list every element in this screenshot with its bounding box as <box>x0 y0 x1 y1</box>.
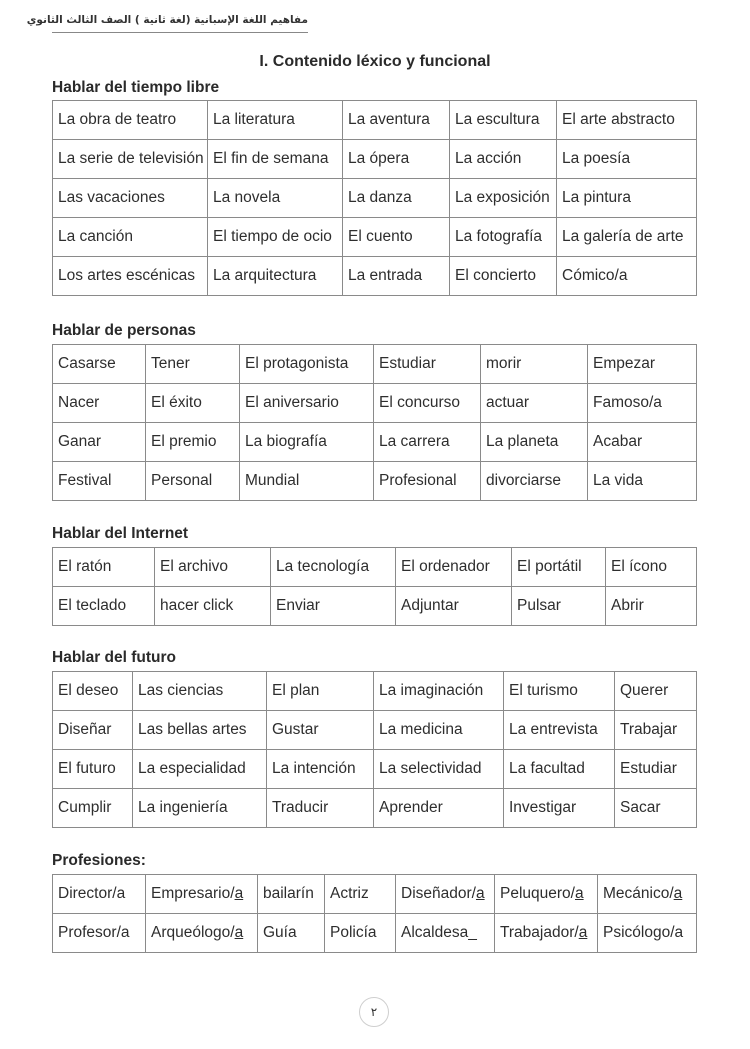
page-number: ٢ <box>359 997 389 1027</box>
vocab-cell-disenador-a: Diseñador/a <box>396 875 495 914</box>
table-row <box>53 101 697 140</box>
vocab-cell-la-poesia: La poesía <box>557 140 697 179</box>
underlined-suffix: a <box>578 924 588 941</box>
vocab-cell-gustar: Gustar <box>267 711 374 750</box>
document-header: مفاهيم اللغة الإسبانية (لغة ثانية ) الصف الثالث الثانوي <box>52 14 308 33</box>
vocab-cell-nacer: Nacer <box>53 384 146 423</box>
vocab-cell-el-deseo: El deseo <box>53 672 133 711</box>
vocab-cell-famoso-a: Famoso/a <box>588 384 697 423</box>
vocab-cell-la-pintura: La pintura <box>557 179 697 218</box>
vocab-cell-morir: morir <box>481 345 588 384</box>
vocab-cell-la-cancion: La canción <box>53 218 208 257</box>
vocab-cell-el-futuro: El futuro <box>53 750 133 789</box>
vocab-cell-bailarin: bailarín <box>258 875 325 914</box>
vocab-cell-la-danza: La danza <box>343 179 450 218</box>
vocab-cell-el-plan: El plan <box>267 672 374 711</box>
vocab-cell-el-aniversario: El aniversario <box>240 384 374 423</box>
vocab-cell-empezar: Empezar <box>588 345 697 384</box>
vocab-cell-arqueologo-a: Arqueólogo/a <box>146 914 258 953</box>
vocab-cell-traducir: Traducir <box>267 789 374 828</box>
vocab-cell-empresario-a: Empresario/a <box>146 875 258 914</box>
vocab-cell-la-novela: La novela <box>208 179 343 218</box>
vocab-cell-guia: Guía <box>258 914 325 953</box>
vocab-cell-el-turismo: El turismo <box>504 672 615 711</box>
vocab-cell-el-icono: El ícono <box>606 548 697 587</box>
vocab-cell-actuar: actuar <box>481 384 588 423</box>
vocab-cell-mecanico-a: Mecánico/a <box>598 875 697 914</box>
vocab-cell-comico-a: Cómico/a <box>557 257 697 296</box>
table-row <box>53 345 697 384</box>
vocab-cell-la-imaginacion: La imaginación <box>374 672 504 711</box>
vocab-table-futuro <box>52 671 697 828</box>
table-row <box>53 587 697 626</box>
vocab-cell-la-entrada: La entrada <box>343 257 450 296</box>
page-title <box>0 53 750 71</box>
vocab-cell-personal: Personal <box>146 462 240 501</box>
table-row <box>53 914 697 953</box>
vocab-cell-la-arquitectura: La arquitectura <box>208 257 343 296</box>
vocab-cell-la-entrevista: La entrevista <box>504 711 615 750</box>
vocab-cell-acabar: Acabar <box>588 423 697 462</box>
vocab-cell-el-archivo: El archivo <box>155 548 271 587</box>
table-row <box>53 672 697 711</box>
vocab-cell-la-selectividad: La selectividad <box>374 750 504 789</box>
vocab-cell-el-raton: El ratón <box>53 548 155 587</box>
section-title-personas: Hablar de personas <box>52 322 196 339</box>
vocab-cell-policia: Policía <box>325 914 396 953</box>
table-row <box>53 218 697 257</box>
vocab-cell-la-aventura: La aventura <box>343 101 450 140</box>
underlined-suffix: a <box>574 885 584 902</box>
vocab-cell-el-concurso: El concurso <box>374 384 481 423</box>
vocab-table-profesiones <box>52 874 697 953</box>
vocab-cell-pulsar: Pulsar <box>512 587 606 626</box>
vocab-cell-mundial: Mundial <box>240 462 374 501</box>
table-row <box>53 711 697 750</box>
vocab-cell-profesor-a: Profesor/a <box>53 914 146 953</box>
vocab-cell-la-obra-de-teatro: La obra de teatro <box>53 101 208 140</box>
vocab-cell-hacer-click: hacer click <box>155 587 271 626</box>
vocab-cell-alcaldesa: Alcaldesa_ <box>396 914 495 953</box>
vocab-cell-trabajar: Trabajar <box>615 711 697 750</box>
vocab-cell-psicologo-a: Psicólogo/a <box>598 914 697 953</box>
vocab-cell-la-opera: La ópera <box>343 140 450 179</box>
vocab-cell-la-ingenieria: La ingeniería <box>133 789 267 828</box>
vocab-table-internet <box>52 547 697 626</box>
vocab-cell-las-vacaciones: Las vacaciones <box>53 179 208 218</box>
table-row <box>53 423 697 462</box>
vocab-table-tiempo-libre <box>52 100 697 296</box>
vocab-cell-la-vida: La vida <box>588 462 697 501</box>
vocab-cell-adjuntar: Adjuntar <box>396 587 512 626</box>
vocab-cell-la-carrera: La carrera <box>374 423 481 462</box>
vocab-cell-las-bellas-artes: Las bellas artes <box>133 711 267 750</box>
vocab-cell-la-fotografia: La fotografía <box>450 218 557 257</box>
vocab-cell-la-intencion: La intención <box>267 750 374 789</box>
vocab-cell-divorciarse: divorciarse <box>481 462 588 501</box>
vocab-cell-sacar: Sacar <box>615 789 697 828</box>
vocab-cell-estudiar: Estudiar <box>374 345 481 384</box>
vocab-cell-estudiar: Estudiar <box>615 750 697 789</box>
vocab-cell-el-tiempo-de-ocio: El tiempo de ocio <box>208 218 343 257</box>
vocab-cell-trabajador-a: Trabajador/a <box>495 914 598 953</box>
vocab-cell-el-premio: El premio <box>146 423 240 462</box>
section-title-internet: Hablar del Internet <box>52 525 189 542</box>
vocab-cell-tener: Tener <box>146 345 240 384</box>
vocab-cell-director-a: Director/a <box>53 875 146 914</box>
vocab-cell-profesional: Profesional <box>374 462 481 501</box>
vocab-cell-el-ordenador: El ordenador <box>396 548 512 587</box>
vocab-cell-la-serie-de-television: La serie de televisión <box>53 140 208 179</box>
section-title-profesiones: Profesiones: <box>52 852 146 869</box>
vocab-cell-la-medicina: La medicina <box>374 711 504 750</box>
vocab-cell-las-ciencias: Las ciencias <box>133 672 267 711</box>
table-row <box>53 462 697 501</box>
vocab-cell-querer: Querer <box>615 672 697 711</box>
vocab-cell-abrir: Abrir <box>606 587 697 626</box>
vocab-cell-la-especialidad: La especialidad <box>133 750 267 789</box>
vocab-cell-el-teclado: El teclado <box>53 587 155 626</box>
vocab-cell-cumplir: Cumplir <box>53 789 133 828</box>
section-title-tiempo-libre: Hablar del tiempo libre <box>52 79 220 96</box>
table-row <box>53 750 697 789</box>
underlined-suffix: a <box>234 924 244 941</box>
vocab-cell-festival: Festival <box>53 462 146 501</box>
vocab-cell-ganar: Ganar <box>53 423 146 462</box>
vocab-cell-el-arte-abstracto: El arte abstracto <box>557 101 697 140</box>
vocab-cell-la-tecnologia: La tecnología <box>271 548 396 587</box>
underlined-suffix: a <box>673 885 683 902</box>
vocab-cell-casarse: Casarse <box>53 345 146 384</box>
underlined-suffix: a <box>475 885 485 902</box>
table-row <box>53 548 697 587</box>
vocab-cell-el-portatil: El portátil <box>512 548 606 587</box>
vocab-cell-la-planeta: La planeta <box>481 423 588 462</box>
table-row <box>53 384 697 423</box>
page-title-text: I. Contenido léxico y funcional <box>259 53 491 70</box>
table-row <box>53 257 697 296</box>
section-title-futuro: Hablar del futuro <box>52 649 177 666</box>
vocab-cell-la-exposicion: La exposición <box>450 179 557 218</box>
underlined-suffix: a <box>234 885 244 902</box>
vocab-cell-investigar: Investigar <box>504 789 615 828</box>
vocab-cell-el-concierto: El concierto <box>450 257 557 296</box>
table-row <box>53 140 697 179</box>
vocab-cell-aprender: Aprender <box>374 789 504 828</box>
table-row <box>53 789 697 828</box>
vocab-cell-la-galeria-de-arte: La galería de arte <box>557 218 697 257</box>
vocab-cell-el-cuento: El cuento <box>343 218 450 257</box>
table-row <box>53 179 697 218</box>
vocab-cell-actriz: Actriz <box>325 875 396 914</box>
vocab-cell-los-artes-escenicas: Los artes escénicas <box>53 257 208 296</box>
vocab-cell-el-protagonista: El protagonista <box>240 345 374 384</box>
table-row <box>53 875 697 914</box>
vocab-cell-peluquero-a: Peluquero/a <box>495 875 598 914</box>
vocab-cell-enviar: Enviar <box>271 587 396 626</box>
vocab-table-personas <box>52 344 697 501</box>
vocab-cell-la-facultad: La facultad <box>504 750 615 789</box>
vocab-cell-la-biografia: La biografía <box>240 423 374 462</box>
vocab-cell-la-literatura: La literatura <box>208 101 343 140</box>
vocab-cell-disenar: Diseñar <box>53 711 133 750</box>
vocab-cell-la-accion: La acción <box>450 140 557 179</box>
vocab-cell-el-exito: El éxito <box>146 384 240 423</box>
vocab-cell-la-escultura: La escultura <box>450 101 557 140</box>
vocab-cell-el-fin-de-semana: El fin de semana <box>208 140 343 179</box>
